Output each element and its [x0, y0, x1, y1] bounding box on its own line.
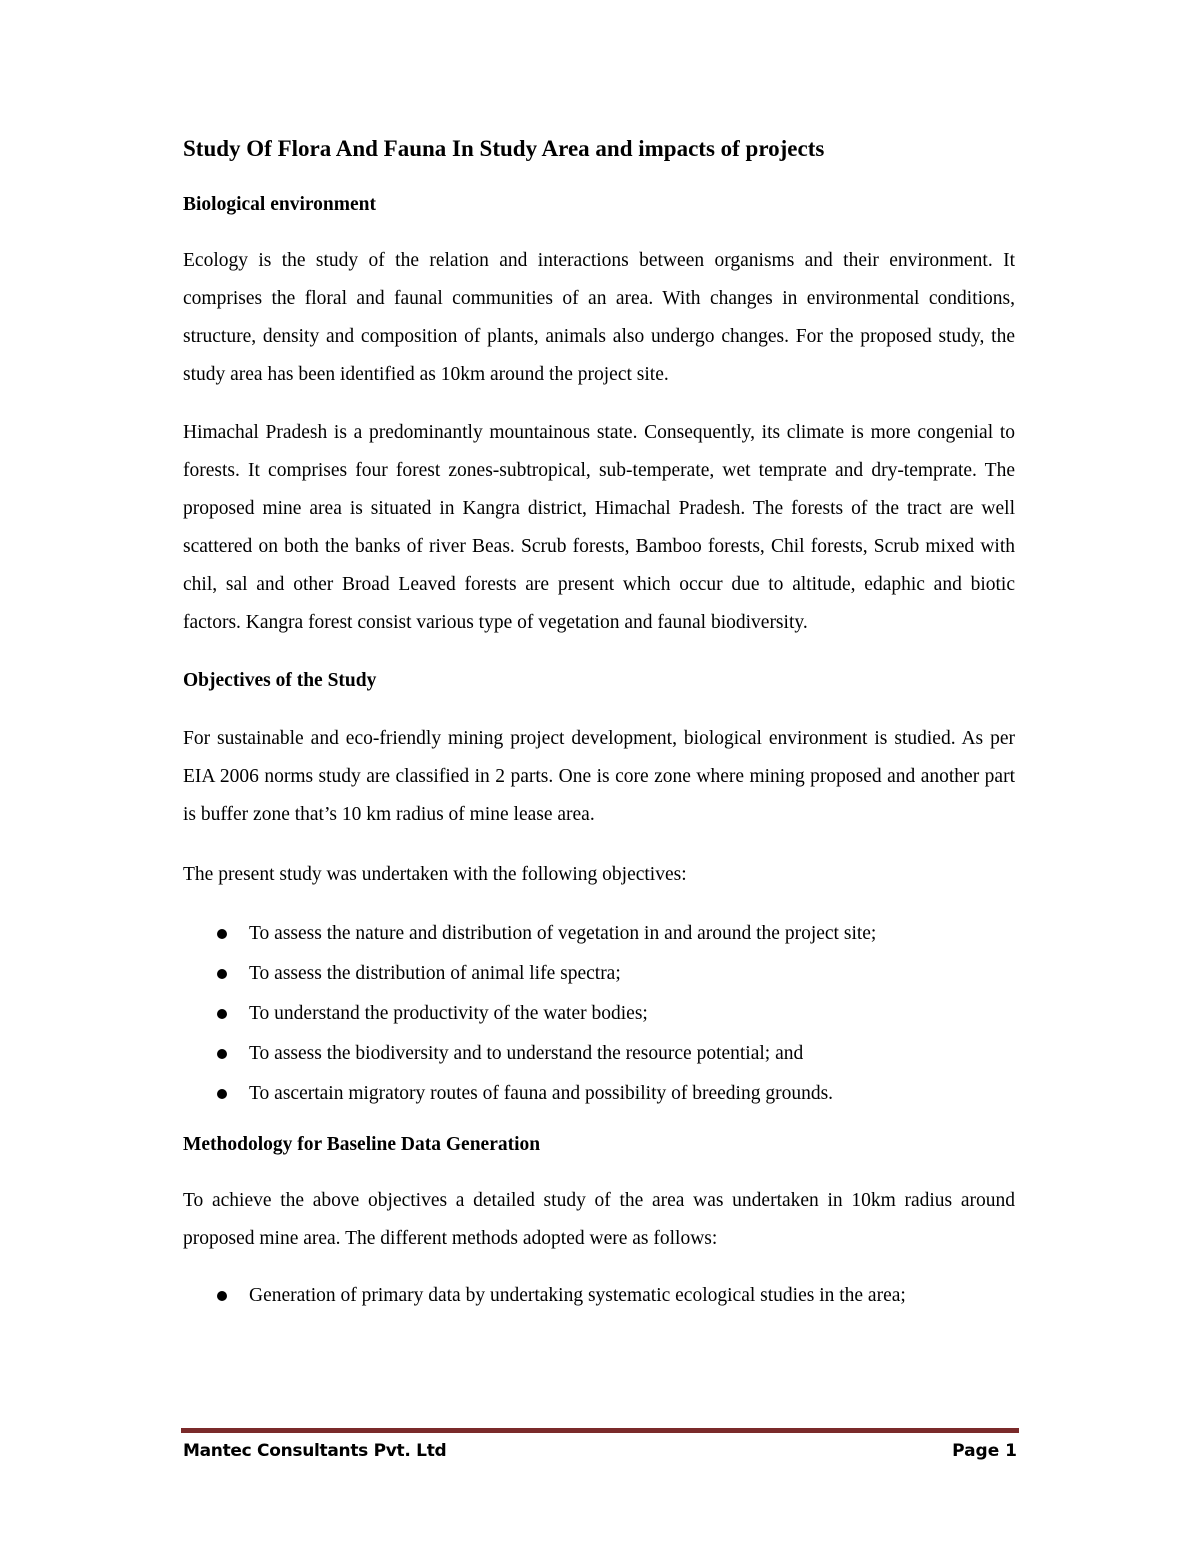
document-body	[183, 130, 1015, 1316]
list-item-text: To ascertain migratory routes of fauna and possibility of breeding grounds.	[249, 1083, 834, 1104]
list-item	[183, 1074, 1015, 1114]
list-item-text: To assess the distribution of animal life spectra;	[249, 963, 621, 984]
objectives-list	[183, 914, 1015, 1114]
paragraph-ecology: Ecology is the study of the relation and interactions between organisms and their environment. It comprises the floral and faunal communities of an area. With changes in environmental conditions, structure, density and composition of plants, animals also undergo changes. For the proposed study, the study area has been identified as 10km around the project site.	[183, 250, 1015, 385]
bullet-dot-icon	[217, 929, 227, 939]
methodology-list	[183, 1276, 1015, 1316]
list-item-text: To assess the nature and distribution of vegetation in and around the project site;	[249, 923, 877, 944]
bullet-dot-icon	[217, 969, 227, 979]
paragraph-methodology: To achieve the above objectives a detailed study of the area was undertaken in 10km radius around proposed mine area. The different methods adopted were as follows:	[183, 1190, 1015, 1249]
bullet-dot-icon	[217, 1089, 227, 1099]
list-item	[183, 1276, 1015, 1316]
list-item-text: To assess the biodiversity and to understand the resource potential; and	[249, 1043, 804, 1064]
footer-company: Mantec Consultants Pvt. Ltd	[183, 1441, 447, 1461]
list-item-text: To understand the productivity of the water bodies;	[249, 1003, 648, 1024]
document-title: Study Of Flora And Fauna In Study Area and impacts of projects	[183, 136, 825, 161]
footer-divider	[181, 1428, 1019, 1433]
paragraph-himachal: Himachal Pradesh is a predominantly mountainous state. Consequently, its climate is more congenial to forests. It comprises four forest zones-subtropical, sub-temperate, wet temprate and dry-temprate. The proposed mine area is situated in Kangra district, Himachal Pradesh. The forests of the tract are well scattered on both the banks of river Beas. Scrub forests, Bamboo forests, Chil forests, Scrub mixed with chil, sal and other Broad Leaved forests are present which occur due to altitude, edaphic and biotic factors. Kangra forest consist various type of vegetation and faunal biodiversity.	[183, 422, 1015, 633]
list-item	[183, 914, 1015, 954]
paragraph-objectives: For sustainable and eco-friendly mining project development, biological environment is studied. As per EIA 2006 norms study are classified in 2 parts. One is core zone where mining proposed and another part is buffer zone that’s 10 km radius of mine lease area.	[183, 728, 1015, 825]
heading-biological-environment: Biological environment	[183, 194, 377, 215]
bullet-dot-icon	[217, 1009, 227, 1019]
bullet-dot-icon	[217, 1049, 227, 1059]
footer-page-number: Page 1	[952, 1441, 1017, 1461]
list-item	[183, 994, 1015, 1034]
list-item	[183, 1034, 1015, 1074]
heading-objectives: Objectives of the Study	[183, 670, 377, 691]
bullet-dot-icon	[217, 1291, 227, 1301]
list-item-text: Generation of primary data by undertaking systematic ecological studies in the area;	[249, 1285, 906, 1306]
paragraph-objectives-intro: The present study was undertaken with the following objectives:	[183, 864, 687, 885]
heading-methodology: Methodology for Baseline Data Generation	[183, 1134, 541, 1155]
page-footer	[183, 1437, 1017, 1465]
list-item	[183, 954, 1015, 994]
